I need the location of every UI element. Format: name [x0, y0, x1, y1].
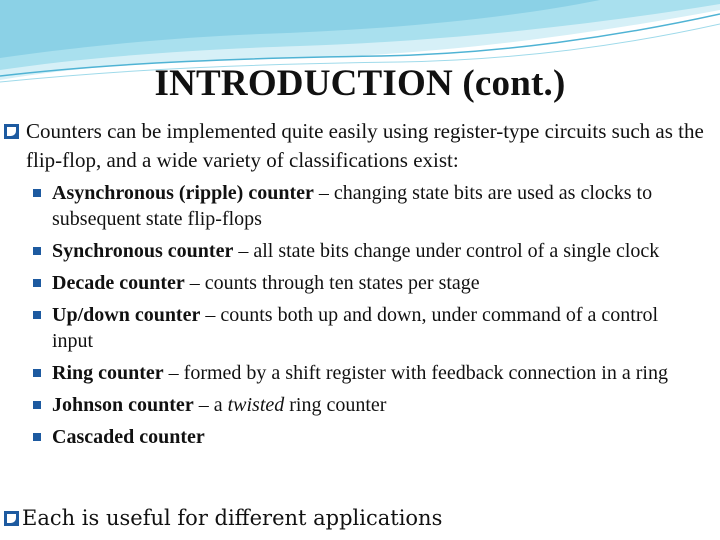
- item-term: Up/down counter: [52, 304, 201, 326]
- item-desc: – a: [193, 394, 228, 416]
- square-bullet-icon: [33, 433, 41, 441]
- item-term: Ring counter: [52, 362, 164, 384]
- item-term: Cascaded counter: [52, 426, 205, 448]
- item-term: Decade counter: [52, 272, 185, 294]
- item-desc: – counts through ten states per stage: [184, 272, 480, 294]
- square-bullet-icon: [33, 279, 41, 287]
- square-bullet-icon: [33, 401, 41, 409]
- list-item: [33, 302, 698, 354]
- item-term: Asynchronous (ripple) counter: [52, 182, 314, 204]
- item-desc: – counts both up and down, under command of a control input: [52, 304, 659, 352]
- checkbox-bullet-icon: [4, 511, 19, 526]
- list-item: [33, 270, 698, 296]
- intro-bullet: [4, 117, 704, 172]
- item-desc: – all state bits change under control of a single clock: [233, 240, 660, 262]
- list-item: [33, 180, 698, 232]
- item-desc: – formed by a shift register with feedback connection in a ring: [163, 362, 668, 384]
- item-desc: ring counter: [284, 394, 387, 416]
- item-term: Johnson counter: [52, 394, 194, 416]
- checkbox-bullet-icon: [4, 124, 19, 139]
- list-item: [33, 424, 698, 450]
- slide-title: INTRODUCTION (cont.): [154, 63, 566, 104]
- list-item: [33, 360, 698, 386]
- item-term: Synchronous counter: [52, 240, 234, 262]
- square-bullet-icon: [33, 189, 41, 197]
- square-bullet-icon: [33, 311, 41, 319]
- item-desc: – changing state bits are used as clocks to subsequent state flip-flops: [52, 182, 653, 230]
- closing-bullet: [4, 506, 442, 530]
- closing-text: Each is useful for different applications: [22, 506, 443, 530]
- item-desc-italic: twisted: [227, 394, 285, 416]
- list-item: [33, 392, 698, 418]
- intro-text: Counters can be implemented quite easily using register-type circuits such as the flip-flop, and a wide variety of classifications exist:: [26, 119, 704, 172]
- counter-types-list: [33, 180, 698, 456]
- square-bullet-icon: [33, 247, 41, 255]
- square-bullet-icon: [33, 369, 41, 377]
- list-item: [33, 238, 698, 264]
